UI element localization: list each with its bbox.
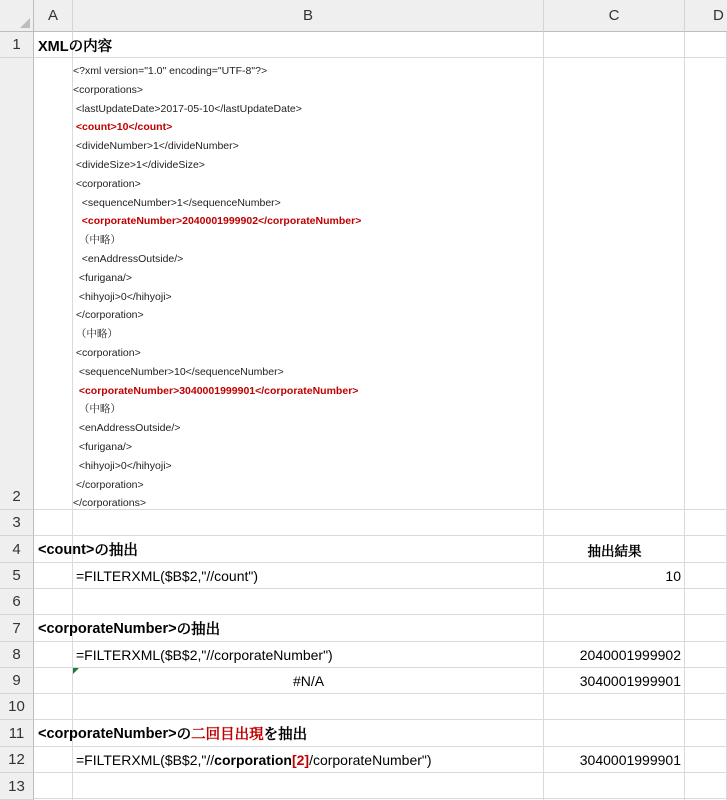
xml-text: <divideSize>1</divideSize> [73,158,205,171]
column-header-b[interactable]: B [73,0,544,32]
row-header-2[interactable]: 2 [0,58,34,510]
formula-part: /corporateNumber") [309,752,432,768]
heading-text: の [176,727,192,743]
gridline [34,57,727,58]
cell-c4-result-header[interactable]: 抽出結果 [587,543,642,559]
xml-line [73,231,361,250]
xml-line [73,344,361,363]
xml-line [73,137,361,156]
row-header-10[interactable]: 10 [0,694,34,720]
xml-text: <lastUpdateDate>2017-05-10</lastUpdateDate> [73,102,302,115]
row-header-12[interactable]: 12 [0,747,34,773]
cell-b2-xml-content[interactable] [73,62,361,513]
row-header-7[interactable]: 7 [0,615,34,642]
xml-line [73,419,361,438]
xml-line [73,400,361,419]
xml-text: <corporations> [73,83,144,96]
xml-line [73,363,361,382]
xml-line [73,288,361,307]
xml-text: <furigana/> [73,440,132,453]
formula-index: [2] [291,752,310,768]
xml-line [73,325,361,344]
column-header-a[interactable]: A [34,0,73,32]
xml-line [73,81,361,100]
cell-a7-heading[interactable] [38,615,220,642]
xml-line [73,62,361,81]
cell-a4-heading[interactable] [38,536,138,563]
cell-a1-title[interactable]: XMLの内容 [38,38,113,55]
xml-text: </corporateNumber> [258,215,362,228]
formula-part: =FILTERXML($B$2,"// [76,752,215,768]
xml-text: <corporation> [73,346,141,359]
xml-line [73,100,361,119]
xml-text: <hihyoji>0</hihyoji> [73,290,172,303]
xml-text: <sequenceNumber>10</sequenceNumber> [73,365,284,378]
xml-text: </corporations> [73,497,146,510]
heading-text: の抽出 [94,543,138,559]
xml-text: （中略） [73,234,121,247]
xml-line [73,494,361,513]
row-header-9[interactable]: 9 [0,668,34,694]
column-header-d[interactable]: D [685,0,727,32]
cell-c8-value[interactable]: 2040001999902 [579,647,681,663]
cell-c12-value[interactable]: 3040001999901 [579,752,681,768]
gridline [34,798,727,799]
heading-text: の抽出 [176,622,221,638]
row-header-11[interactable]: 11 [0,720,34,747]
xml-line [73,306,361,325]
cell-c9-value[interactable]: 3040001999901 [579,673,681,689]
xml-text: （中略） [73,403,121,416]
xml-text: 3040001999901 [179,384,256,397]
select-all-corner[interactable] [0,0,34,32]
xml-text: <corporateNumber> [73,384,180,397]
xml-line [73,382,361,401]
row-header-3[interactable]: 3 [0,510,34,536]
cell-b9-error[interactable]: #N/A [292,673,325,689]
heading-tag: <corporateNumber> [38,725,177,742]
xml-line [73,269,361,288]
xml-text: <enAddressOutside/> [73,252,184,265]
row-header-4[interactable]: 4 [0,536,34,563]
row-header-8[interactable]: 8 [0,642,34,668]
xml-text: （中略） [73,328,118,341]
heading-tag: <count> [38,541,95,558]
xml-line [73,250,361,269]
xml-line [73,118,361,137]
xml-text: <corporateNumber> [73,215,183,228]
row-header-1[interactable]: 1 [0,32,34,58]
xml-line [73,476,361,495]
cell-c5-value[interactable]: 10 [665,568,681,584]
xml-text: </corporation> [73,309,144,322]
xml-text: </corporation> [73,478,144,491]
xml-line [73,194,361,213]
row-header-6[interactable]: 6 [0,589,34,615]
xml-text: <divideNumber>1</divideNumber> [73,140,239,153]
cell-b5-formula[interactable]: =FILTERXML($B$2,"//count") [76,568,259,584]
xml-line [73,457,361,476]
xml-text: <enAddressOutside/> [73,422,181,435]
cell-b12-formula[interactable] [76,747,432,773]
xml-line [73,156,361,175]
row-header-5[interactable]: 5 [0,563,34,589]
xml-text: </corporateNumber> [255,384,359,397]
cell-a11-heading[interactable] [38,720,307,747]
xml-text: 2040001999902 [182,215,259,228]
formula-highlight: corporation [214,752,292,768]
column-header-c[interactable]: C [544,0,685,32]
xml-line [73,438,361,457]
xml-text: <furigana/> [73,271,132,284]
heading-text: を抽出 [263,727,308,743]
heading-tag: <corporateNumber> [38,620,177,637]
xml-line [73,175,361,194]
xml-text: <corporation> [73,177,141,190]
xml-text: <?xml version="1.0" encoding="UTF-8"?> [73,65,268,77]
cell-b8-formula[interactable]: =FILTERXML($B$2,"//corporateNumber") [76,647,333,663]
heading-highlight: 二回目出現 [191,727,264,743]
xml-line [73,212,361,231]
row-header-13[interactable]: 13 [0,773,34,800]
xml-text: <sequenceNumber>1</sequenceNumber> [73,196,281,209]
xml-text: <hihyoji>0</hihyoji> [73,459,172,472]
xml-text: <count>10</count> [73,121,173,134]
